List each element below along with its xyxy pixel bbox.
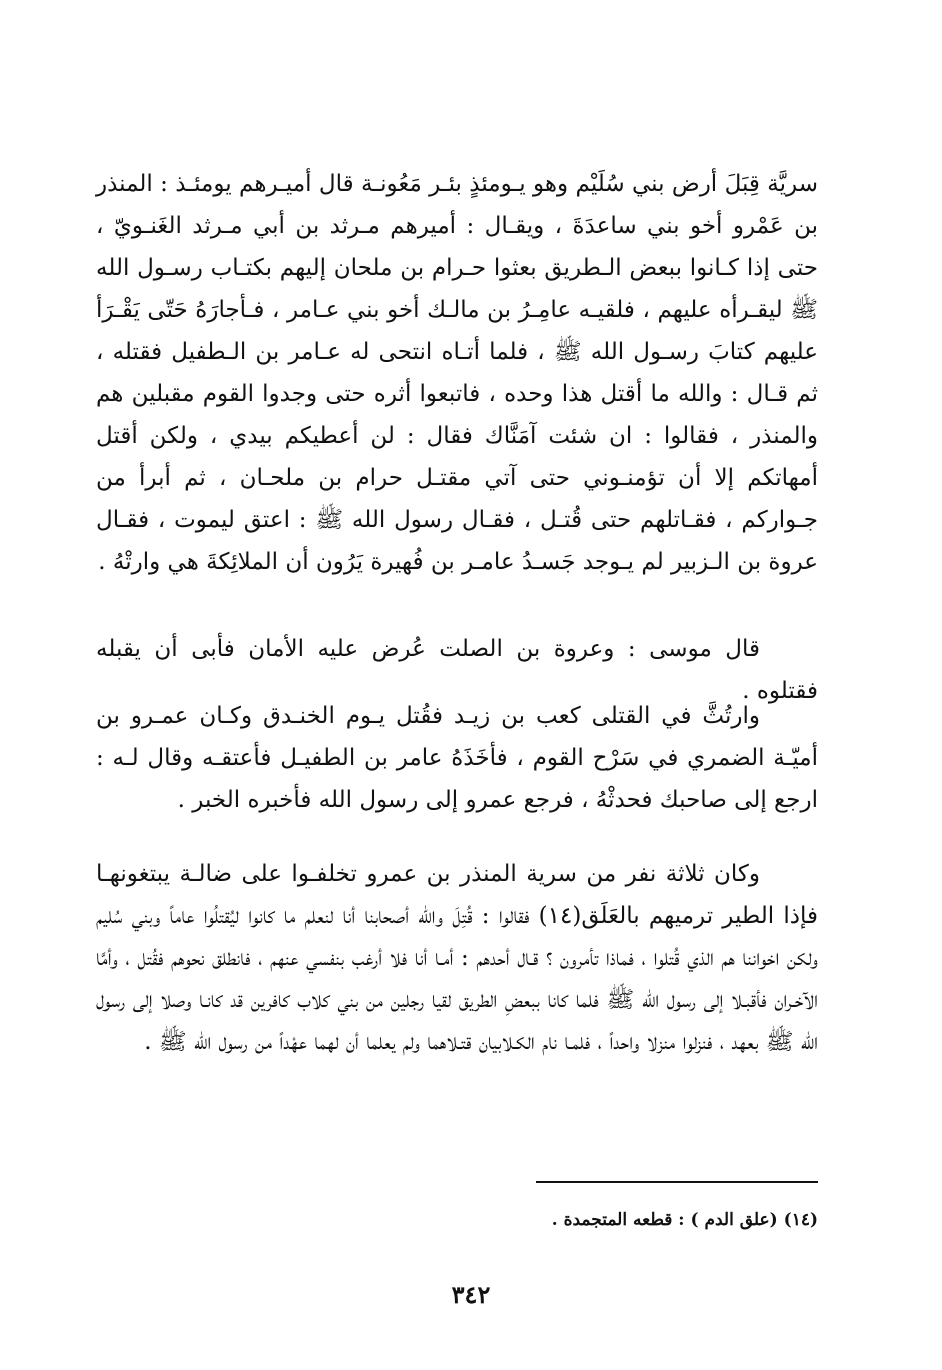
paragraph-4: وكان ثلاثة نفر من سرية المنذر بن عمرو تخلفـوا على ضالـة يبتغونهـا فإذا الطير ترميهم بالعَلَق(١٤) فقالوا : قُتِلَ والله أصحابنا أنا لنعلم ما كانوا ليُقتلُوا عاماً وبني سُليم ولكن اخواننا هم الذي قُتلوا ، فماذا تأمرون ؟ قـال أحدهم : أمـا أنا فلا أرغب بنفسي عنهم ، فانطلق نحوهم فقُتل ، وأمَّا الآخـران فأقبـلا إلى رسول الله ﷺ فلما كانا ببعضِ الطريق لقيا رجلين من بني كلاب كافرين قد كانـا وصلا إلى رسول الله ﷺ بعهد ، فنزلوا منزلا واحداً ، فلمـا نام الكـلابيان قتـلاهما ولم يعلما أن لهما عهْداً من رسول الله ﷺ . — [96, 861, 818, 1055]
paragraph-1: سريَّة قِبَلَ أرض بني سُلَيْم وهو يـومئذٍ بئـر مَعُونـة قال أميـرهم يومئـذ : المنذر بن عَمْرو أخو بني ساعدَةَ ، ويقـال : أميرهم مـرثد بن أبي مـرثد الغَنـويّ ، حتى إذا كـانوا ببعض الـطريق بعثوا حـرام بن ملحان إليهم بكتـاب رسـول الله ﷺ ليقـرأه عليهم ، فلقيـه عامِـرُ بن مالـك أخو بني عـامر ، فـأجارَهُ حَتّى يَقْـرَأ عليهم كتابَ رسـول الله ﷺ ، فلما أتـاه انتحى له عـامر بن الـطفيل فقتله ، ثم قـال : والله ما أقتل هذا وحده ، فاتبعوا أثره حتى وجدوا القوم مقبلين هم والمنذر ، فقالوا : ان شئت آمَنَّاك فقال : لن أعطيكم بيدي ، ولكن أقتل أمهاتكم إلا أن تؤمنـوني حتى آتي مقتـل حرام بن ملحـان ، ثم أبرأ من جـواركم ، فقـاتلهم حتى قُتـل ، فقـال رسول الله ﷺ : اعتق ليموت ، فقـال عروة بن الـزبير لم يـوجد جَسـدُ عامـر بن فُهيرة يَرُون أن الملائِكةَ هي وارتْهُ . — [96, 171, 818, 575]
footnote: (١٤) (علق الدم ) : قطعه المتجمدة . — [551, 1210, 818, 1230]
paragraph-2: قال موسى : وعروة بن الصلت عُرض عليه الأمان فأبى أن يقبله فقتلوه . — [96, 636, 818, 704]
page-number: ٣٤٢ — [451, 1280, 491, 1309]
paragraph-3: وارتُثَّ في القتلى كعب بن زيـد فقُتل يـوم الخنـدق وكـان عمـرو بن أميّـة الضمري في سَرْح القوم ، فأخَذَهُ عامر بن الطفيـل فأعتقـه وقال لـه : ارجع إلى صاحبك فحدثْهُ ، فرجع عمرو إلى رسول الله فأخبره الخبر . — [96, 703, 818, 813]
footnote-divider — [536, 1181, 818, 1183]
